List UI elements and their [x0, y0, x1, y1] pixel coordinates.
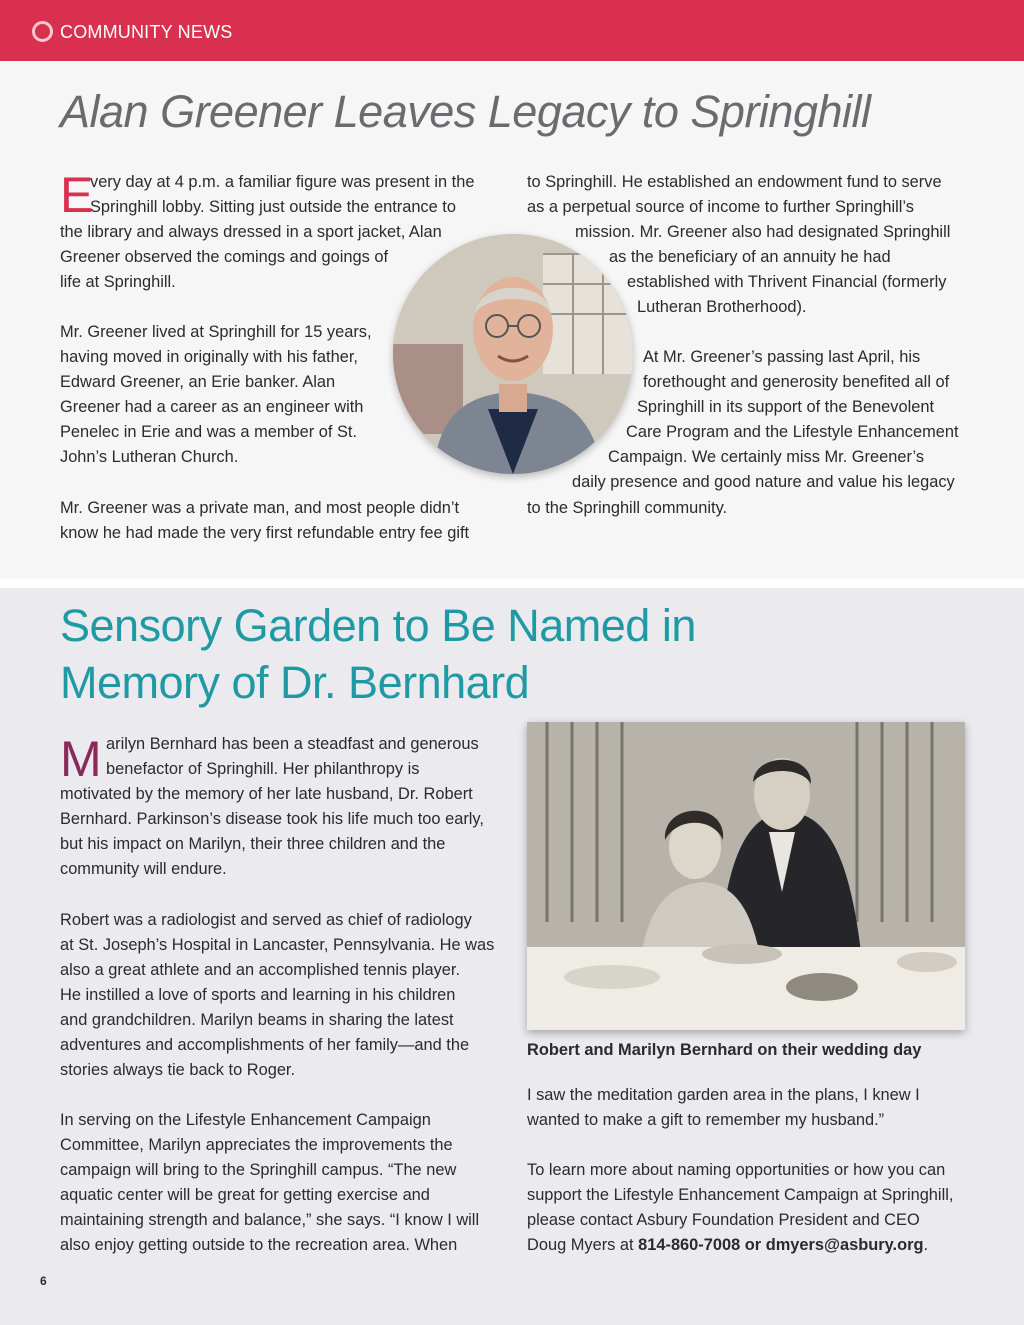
dropcap-e: E	[60, 167, 94, 223]
article1-col2-line: mission. Mr. Greener also had designated Springhill	[575, 223, 951, 241]
article2-col1-line: but his impact on Marilyn, their three children and the	[60, 835, 446, 853]
article2-col1-line: Bernhard. Parkinson’s disease took his life much too early,	[60, 810, 484, 828]
article1-col1-line: Edward Greener, an Erie banker. Alan	[60, 373, 336, 391]
article2-col1-line: Robert was a radiologist and served as chief of radiology	[60, 911, 472, 929]
article1-col2-line: to the Springhill community.	[527, 499, 728, 517]
article1-col2-line: forethought and generosity benefited all of	[643, 373, 950, 391]
contact-prefix: Doug Myers at	[527, 1236, 639, 1254]
article1-col1-line: having moved in originally with his father,	[60, 348, 358, 366]
header-bar	[0, 0, 1024, 61]
article2-col1-line: He instilled a love of sports and learning in his children	[60, 986, 456, 1004]
article1-col2-line: daily presence and good nature and value his legacy	[572, 473, 955, 491]
article2-col2-line: To learn more about naming opportunities or how you can	[527, 1161, 946, 1179]
contact-suffix: .	[923, 1236, 929, 1254]
article2-col2-line: wanted to make a gift to remember my husband.”	[527, 1111, 885, 1129]
article2-col1-line: arilyn Bernhard has been a steadfast and generous	[106, 735, 479, 753]
contact-line	[527, 1233, 928, 1258]
article1-col1-line: Mr. Greener was a private man, and most people didn’t	[60, 499, 460, 517]
article1-col1-line: John’s Lutheran Church.	[60, 448, 239, 466]
article2-col2-line: support the Lifestyle Enhancement Campaign at Springhill,	[527, 1186, 954, 1204]
article1-col2-line: At Mr. Greener’s passing last April, his	[643, 348, 921, 366]
article1-col2-line: to Springhill. He established an endowment fund to serve	[527, 173, 942, 191]
article2-col1-line: also a great athlete and an accomplished tennis player.	[60, 961, 461, 979]
article1-title: Alan Greener Leaves Legacy to Springhill	[60, 86, 871, 137]
article1-col1-line: Springhill lobby. Sitting just outside the entrance to	[90, 198, 456, 216]
article2-col1-line: at St. Joseph’s Hospital in Lancaster, Pennsylvania. He was	[60, 936, 495, 954]
article1-col2-line: Care Program and the Lifestyle Enhancement	[626, 423, 959, 441]
circle-logo-icon	[32, 21, 53, 42]
alan-greener-portrait	[393, 234, 633, 474]
article1-col2-line: Lutheran Brotherhood).	[637, 298, 807, 316]
article2-col1-line: benefactor of Springhill. Her philanthropy is	[106, 760, 420, 778]
article1-col2-line: Springhill in its support of the Benevolent	[637, 398, 935, 416]
article1-col2-line: established with Thrivent Financial (formerly	[627, 273, 947, 291]
article1-col1-line: know he had made the very first refundable entry fee gift	[60, 524, 470, 542]
article2-col1-line: maintaining strength and balance,” she says. “I know I will	[60, 1211, 480, 1229]
article1-col2-line: Campaign. We certainly miss Mr. Greener’s	[608, 448, 925, 466]
article1-col1-line: Penelec in Erie and was a member of St.	[60, 423, 358, 441]
article2-col1-line: also enjoy getting outside to the recreation area. When	[60, 1236, 458, 1254]
article1-col1-line: Greener had a career as an engineer with	[60, 398, 364, 416]
article2-col1-line: adventures and accomplishments of her family—and the	[60, 1036, 470, 1054]
page-number: 6	[40, 1274, 47, 1288]
article1-col1-line: very day at 4 p.m. a familiar figure was present in the	[90, 173, 475, 191]
section-divider	[0, 579, 1024, 588]
article1-col1-line: Greener observed the comings and goings of	[60, 248, 389, 266]
article2-col1-line: In serving on the Lifestyle Enhancement Campaign	[60, 1111, 431, 1129]
wedding-photo-illustration	[527, 722, 965, 1030]
contact-phone-email[interactable]: 814-860-7008 or dmyers@asbury.org	[638, 1236, 924, 1254]
article2-col1-line: campaign will bring to the Springhill campus. “The new	[60, 1161, 457, 1179]
dropcap-m: M	[60, 731, 102, 787]
article1-col1-line: Mr. Greener lived at Springhill for 15 years,	[60, 323, 372, 341]
portrait-illustration	[393, 234, 633, 474]
article1-col2-line: as a perpetual source of income to further Springhill’s	[527, 198, 914, 216]
article2-col1-line: and grandchildren. Marilyn beams in sharing the latest	[60, 1011, 454, 1029]
article1-col1-line: the library and always dressed in a sport jacket, Alan	[60, 223, 442, 241]
section-label: COMMUNITY NEWS	[60, 22, 233, 42]
article2-col2-line: I saw the meditation garden area in the plans, I knew I	[527, 1086, 920, 1104]
article1-col2-line: as the beneficiary of an annuity he had	[609, 248, 891, 266]
article2-col1-line: motivated by the memory of her late husband, Dr. Robert	[60, 785, 473, 803]
photo-caption: Robert and Marilyn Bernhard on their wedding day	[527, 1041, 922, 1059]
article2-col1-line: community will endure.	[60, 860, 227, 878]
article1-col1-line: life at Springhill.	[60, 273, 176, 291]
article2-col1-line: aquatic center will be great for getting exercise and	[60, 1186, 430, 1204]
wedding-photo	[527, 722, 965, 1030]
article2-title: Sensory Garden to Be Named in Memory of Dr. Bernhard	[60, 600, 696, 708]
article2-col1-line: Committee, Marilyn appreciates the improvements the	[60, 1136, 453, 1154]
article2-col1-line: stories always tie back to Roger.	[60, 1061, 296, 1079]
article2-col2-line: please contact Asbury Foundation President and CEO	[527, 1211, 920, 1229]
